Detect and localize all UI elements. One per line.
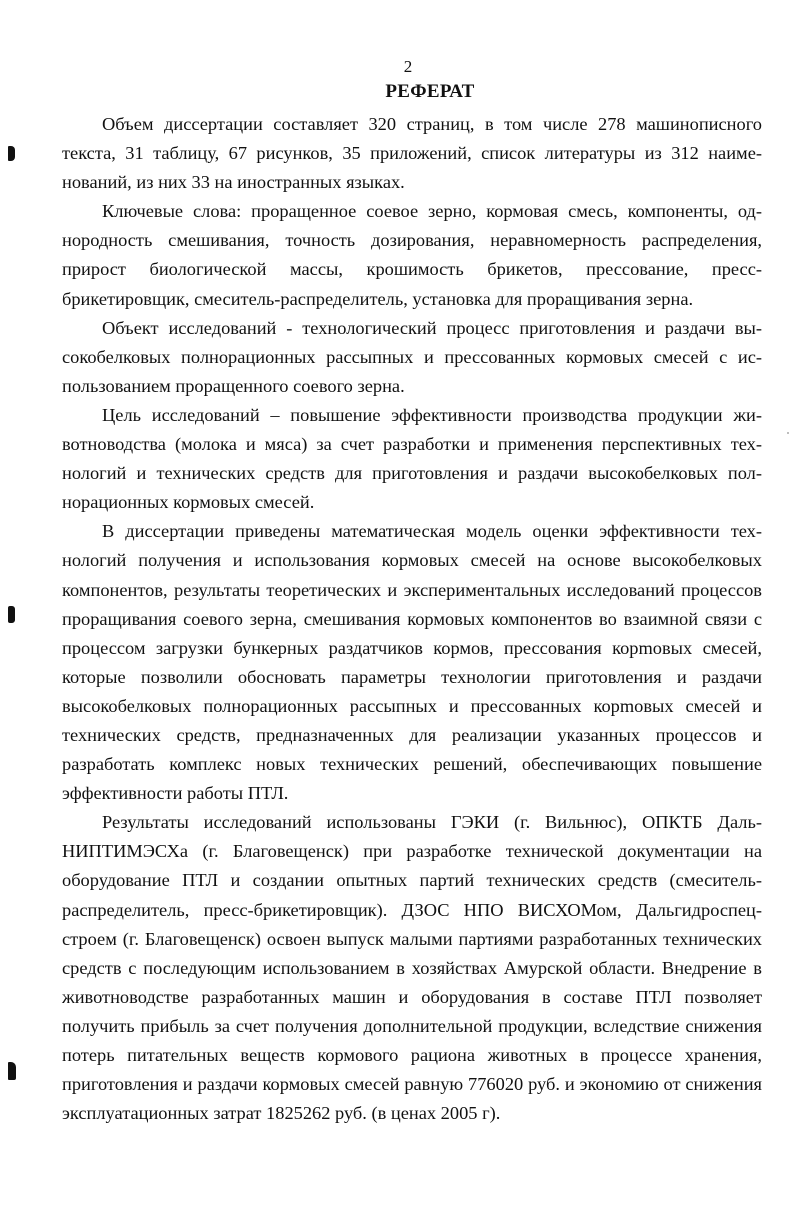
paragraph-goal: Цель исследований – повышение эффективности производства продукции животноводства (молока и мяса) за счет разработки и применения перспективных технологий и технических средств для приготовления и раздачи высокобелковых полнорационных кормовых смесей.: [62, 404, 762, 513]
scan-speck: [787, 432, 789, 434]
paragraph-content: В диссертации приведены математическая модель оценки эффективности технологий получения и использования кормовых смесей на основе высокобелковых компонентов, результаты теоретических и экспериментальных исследований процессов проращивания соевого зерна, смешивания кормовых компонентов во взаимной связи с процессом загрузки бункерных раздатчиков кормов, прессования корmовых смесей, которые позволили обосновать параметры технологии приготовления и раздачи высокобелковых полнорационных рассыпных и прессованных корmовых смесей и технических средств, предназначенных для реализации указанных процессов и разработать комплекс новых технических решений, обеспечивающих повышение эффективности работы ПТЛ.: [62, 521, 762, 804]
paragraph-keywords: Ключевые слова: проращенное соевое зерно, кормовая смесь, компоненты, однородность смешивания, точность дозирования, неравномерность распределения, прирост биологической массы, крошимость брикетов, прессование, пресс-брикетировщик, смеситель-распределитель, установка для проращивания зерна.: [62, 201, 762, 309]
paragraph-object: Объект исследований - технологический процесс приготовления и раздачи высокобелковых полнорационных рассыпных и прессованных кормовых смесей с использованием проращенного соевого зерна.: [62, 317, 762, 396]
paragraph-results: Результаты исследований использованы ГЭКИ (г. Вильнюс), ОПКТБ ДальНИПТИМЭСХа (г. Благовещенск) при разработке технической документации на оборудование ПТЛ и создании опытных партий технических средств (смеситель-распределитель, пресс-брикетировщик). ДЗОС НПО ВИСХОМом, Дальгидроспецстроем (г. Благовещенск) освоен выпуск малыми партиями разработанных технических средств с последующим использованием в хозяйствах Амурской области. Внедрение в животноводстве разработанных машин и оборудования в составе ПТЛ позволяет получить прибыль за счет получения дополнительной продукции, вследствие снижения потерь питательных веществ кормового рациона животных в процессе хранения, приготовления и раздачи кормовых смесей равную 776020 руб. и экономию от снижения эксплуатационных затрат 1825262 руб. (в ценах 2005 г).: [62, 812, 762, 1124]
paragraph-volume: Объем диссертации составляет 320 страниц, в том числе 278 машинописного текста, 31 таблицу, 67 рисунков, 35 приложений, список литературы из 312 наименований, из них 33 на иностранных языках.: [62, 114, 762, 193]
page-title: РЕФЕРАТ: [385, 81, 475, 102]
binding-hole-mark: [8, 146, 15, 161]
binding-hole-mark: [8, 606, 15, 623]
page-number: 2: [403, 57, 413, 76]
abstract-body: [62, 110, 762, 1128]
binding-hole-mark: [8, 1062, 16, 1080]
